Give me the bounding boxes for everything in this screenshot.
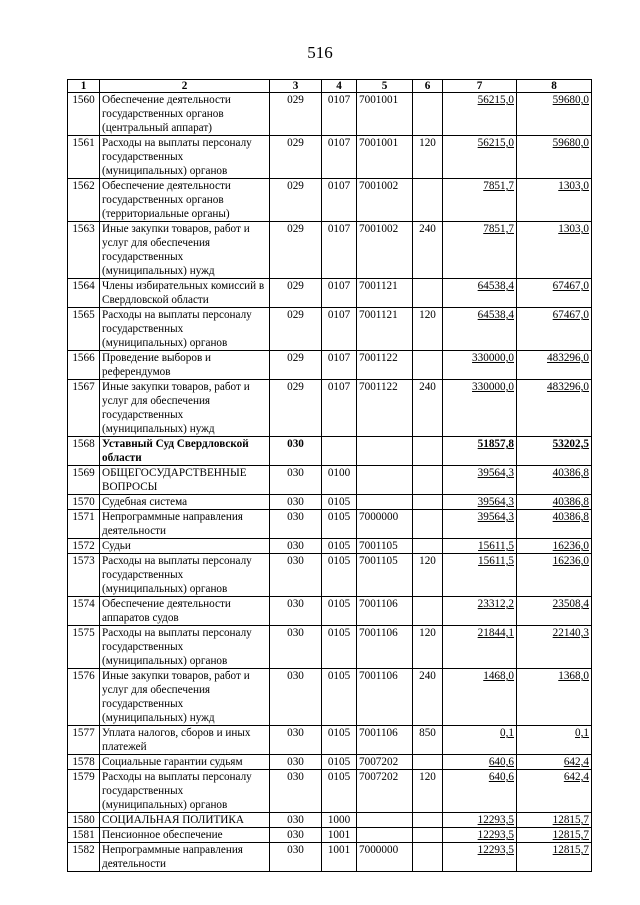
target-code-cell: 7000000 [357, 843, 413, 872]
table-row [68, 510, 592, 539]
expense-type-cell: 120 [413, 770, 443, 813]
row-number-cell: 1563 [68, 222, 100, 279]
item-name-line: Судебная система [102, 496, 188, 508]
item-name-line: Иные закупки товаров, работ и [102, 381, 250, 393]
item-name-line: деятельности [102, 858, 167, 870]
column-header: 6 [413, 80, 443, 93]
amount-year1-cell: 39564,3 [443, 510, 517, 539]
row-number-cell: 1569 [68, 466, 100, 495]
item-name-cell [100, 539, 270, 554]
item-name-line: Расходы на выплаты персоналу [102, 627, 252, 639]
amount-year1-cell: 330000,0 [443, 380, 517, 437]
target-code-cell: 7001122 [357, 351, 413, 380]
amount-year2-cell: 59680,0 [517, 93, 592, 136]
expense-type-cell [413, 843, 443, 872]
item-name-line: (муниципальных) органов [102, 655, 228, 667]
item-name-cell [100, 510, 270, 539]
item-name-line: СОЦИАЛЬНАЯ ПОЛИТИКА [102, 814, 244, 826]
item-name-cell [100, 626, 270, 669]
table-row [68, 279, 592, 308]
row-number-cell: 1574 [68, 597, 100, 626]
amount-year1-cell: 21844,1 [443, 626, 517, 669]
amount-year2-cell: 483296,0 [517, 351, 592, 380]
expense-type-cell: 240 [413, 669, 443, 726]
row-number-cell: 1577 [68, 726, 100, 755]
item-name-cell [100, 179, 270, 222]
item-name-line: государственных [102, 323, 184, 335]
item-name-line: Члены избирательных комиссий в [102, 280, 265, 292]
table-row [68, 726, 592, 755]
item-name-line: Расходы на выплаты персоналу [102, 555, 252, 567]
item-name-cell [100, 495, 270, 510]
ministry-code-cell: 030 [270, 510, 322, 539]
amount-year1-cell: 640,6 [443, 770, 517, 813]
budget-table [67, 79, 592, 872]
row-number-cell: 1576 [68, 669, 100, 726]
amount-year1-cell: 12293,5 [443, 813, 517, 828]
amount-year2-cell: 483296,0 [517, 380, 592, 437]
item-name-cell [100, 770, 270, 813]
ministry-code-cell: 029 [270, 222, 322, 279]
ministry-code-cell: 030 [270, 726, 322, 755]
row-number-cell: 1566 [68, 351, 100, 380]
item-name-line: Непрограммные направления [102, 511, 243, 523]
table-row [68, 495, 592, 510]
section-code-cell: 0107 [322, 179, 357, 222]
row-number-cell: 1575 [68, 626, 100, 669]
column-header: 2 [100, 80, 270, 93]
expense-type-cell [413, 813, 443, 828]
expense-type-cell: 120 [413, 626, 443, 669]
amount-year2-cell: 67467,0 [517, 308, 592, 351]
amount-year2-cell: 23508,4 [517, 597, 592, 626]
table-row [68, 222, 592, 279]
row-number-cell: 1562 [68, 179, 100, 222]
expense-type-cell [413, 93, 443, 136]
target-code-cell: 7001121 [357, 279, 413, 308]
row-number-cell: 1568 [68, 437, 100, 466]
amount-year1-cell: 39564,3 [443, 466, 517, 495]
expense-type-cell [413, 755, 443, 770]
item-name-line: Судьи [102, 540, 131, 552]
target-code-cell: 7001122 [357, 380, 413, 437]
row-number-cell: 1571 [68, 510, 100, 539]
expense-type-cell: 850 [413, 726, 443, 755]
ministry-code-cell: 029 [270, 308, 322, 351]
item-name-line: государственных органов [102, 108, 224, 120]
ministry-code-cell: 030 [270, 843, 322, 872]
ministry-code-cell: 030 [270, 466, 322, 495]
item-name-line: Проведение выборов и [102, 352, 212, 364]
column-header: 1 [68, 80, 100, 93]
item-name-line: государственных [102, 251, 184, 263]
target-code-cell: 7007202 [357, 755, 413, 770]
target-code-cell [357, 495, 413, 510]
item-name-cell [100, 828, 270, 843]
amount-year2-cell: 642,4 [517, 770, 592, 813]
table-body [68, 93, 592, 872]
item-name-line: Социальные гарантии судьям [102, 756, 243, 768]
expense-type-cell: 120 [413, 136, 443, 179]
item-name-line: (муниципальных) нужд [102, 423, 215, 435]
ministry-code-cell: 030 [270, 554, 322, 597]
column-header: 5 [357, 80, 413, 93]
item-name-line: (муниципальных) органов [102, 583, 228, 595]
row-number-cell: 1582 [68, 843, 100, 872]
item-name-line: Пенсионное обеспечение [102, 829, 223, 841]
section-code-cell: 0107 [322, 222, 357, 279]
amount-year1-cell: 7851,7 [443, 222, 517, 279]
item-name-line: Обеспечение деятельности [102, 598, 231, 610]
table-row [68, 843, 592, 872]
item-name-line: Уставный Суд Свердловской [102, 438, 249, 450]
row-number-cell: 1561 [68, 136, 100, 179]
item-name-line: государственных [102, 409, 184, 421]
target-code-cell [357, 828, 413, 843]
ministry-code-cell: 030 [270, 828, 322, 843]
expense-type-cell: 240 [413, 380, 443, 437]
section-code-cell: 0105 [322, 597, 357, 626]
amount-year2-cell: 40386,8 [517, 510, 592, 539]
row-number-cell: 1572 [68, 539, 100, 554]
expense-type-cell: 240 [413, 222, 443, 279]
section-code-cell: 0107 [322, 93, 357, 136]
ministry-code-cell: 029 [270, 179, 322, 222]
section-code-cell: 0105 [322, 510, 357, 539]
row-number-cell: 1560 [68, 93, 100, 136]
section-code-cell: 1000 [322, 813, 357, 828]
row-number-cell: 1573 [68, 554, 100, 597]
target-code-cell: 7001106 [357, 626, 413, 669]
item-name-line: ОБЩЕГОСУДАРСТВЕННЫЕ [102, 467, 247, 479]
section-code-cell: 0105 [322, 755, 357, 770]
target-code-cell: 7001105 [357, 539, 413, 554]
item-name-line: (муниципальных) органов [102, 165, 228, 177]
table-row [68, 539, 592, 554]
section-code-cell: 0105 [322, 726, 357, 755]
target-code-cell: 7001106 [357, 597, 413, 626]
table-row [68, 466, 592, 495]
table-row [68, 179, 592, 222]
amount-year1-cell: 0,1 [443, 726, 517, 755]
item-name-line: государственных [102, 151, 184, 163]
table-row [68, 755, 592, 770]
item-name-line: (центральный аппарат) [102, 122, 212, 134]
amount-year2-cell: 12815,7 [517, 843, 592, 872]
ministry-code-cell: 030 [270, 813, 322, 828]
column-header: 3 [270, 80, 322, 93]
table-row [68, 308, 592, 351]
section-code-cell: 0100 [322, 466, 357, 495]
table-row [68, 136, 592, 179]
amount-year1-cell: 64538,4 [443, 308, 517, 351]
item-name-line: Свердловской области [102, 294, 209, 306]
row-number-cell: 1570 [68, 495, 100, 510]
item-name-line: Расходы на выплаты персоналу [102, 309, 252, 321]
table-row [68, 813, 592, 828]
item-name-line: (территориальные органы) [102, 208, 230, 220]
item-name-line: деятельности [102, 525, 167, 537]
item-name-line: Расходы на выплаты персоналу [102, 137, 252, 149]
item-name-cell [100, 136, 270, 179]
ministry-code-cell: 029 [270, 380, 322, 437]
expense-type-cell [413, 279, 443, 308]
item-name-line: государственных [102, 569, 184, 581]
column-header: 8 [517, 80, 592, 93]
item-name-line: услуг для обеспечения [102, 684, 211, 696]
amount-year2-cell: 1368,0 [517, 669, 592, 726]
row-number-cell: 1565 [68, 308, 100, 351]
target-code-cell: 7001106 [357, 669, 413, 726]
ministry-code-cell: 030 [270, 626, 322, 669]
section-code-cell: 0107 [322, 279, 357, 308]
item-name-cell [100, 554, 270, 597]
item-name-cell [100, 380, 270, 437]
amount-year1-cell: 64538,4 [443, 279, 517, 308]
item-name-cell [100, 466, 270, 495]
amount-year2-cell: 12815,7 [517, 813, 592, 828]
target-code-cell: 7001002 [357, 179, 413, 222]
item-name-line: аппаратов судов [102, 612, 179, 624]
item-name-line: платежей [102, 741, 147, 753]
target-code-cell [357, 466, 413, 495]
table-row [68, 597, 592, 626]
row-number-cell: 1578 [68, 755, 100, 770]
item-name-line: ВОПРОСЫ [102, 481, 158, 493]
expense-type-cell: 120 [413, 554, 443, 597]
target-code-cell [357, 437, 413, 466]
amount-year2-cell: 67467,0 [517, 279, 592, 308]
item-name-line: услуг для обеспечения [102, 237, 211, 249]
table-header-row [68, 80, 592, 93]
item-name-cell [100, 93, 270, 136]
row-number-cell: 1579 [68, 770, 100, 813]
target-code-cell: 7001106 [357, 726, 413, 755]
item-name-cell [100, 279, 270, 308]
item-name-cell [100, 597, 270, 626]
expense-type-cell: 120 [413, 308, 443, 351]
target-code-cell: 7007202 [357, 770, 413, 813]
ministry-code-cell: 030 [270, 539, 322, 554]
amount-year1-cell: 12293,5 [443, 828, 517, 843]
table-row [68, 626, 592, 669]
amount-year2-cell: 1303,0 [517, 179, 592, 222]
table-row [68, 669, 592, 726]
ministry-code-cell: 029 [270, 351, 322, 380]
expense-type-cell [413, 179, 443, 222]
row-number-cell: 1567 [68, 380, 100, 437]
ministry-code-cell: 029 [270, 136, 322, 179]
item-name-line: Уплата налогов, сборов и иных [102, 727, 251, 739]
amount-year1-cell: 51857,8 [443, 437, 517, 466]
item-name-cell [100, 813, 270, 828]
item-name-line: государственных [102, 785, 184, 797]
target-code-cell: 7000000 [357, 510, 413, 539]
amount-year2-cell: 59680,0 [517, 136, 592, 179]
section-code-cell [322, 437, 357, 466]
target-code-cell: 7001001 [357, 93, 413, 136]
amount-year2-cell: 642,4 [517, 755, 592, 770]
ministry-code-cell: 030 [270, 669, 322, 726]
item-name-cell [100, 351, 270, 380]
item-name-line: государственных [102, 698, 184, 710]
amount-year1-cell: 15611,5 [443, 554, 517, 597]
amount-year2-cell: 0,1 [517, 726, 592, 755]
section-code-cell: 0107 [322, 380, 357, 437]
expense-type-cell [413, 510, 443, 539]
table-row [68, 437, 592, 466]
amount-year1-cell: 7851,7 [443, 179, 517, 222]
section-code-cell: 1001 [322, 828, 357, 843]
table-row [68, 351, 592, 380]
target-code-cell: 7001121 [357, 308, 413, 351]
item-name-cell [100, 669, 270, 726]
expense-type-cell [413, 539, 443, 554]
row-number-cell: 1564 [68, 279, 100, 308]
item-name-cell [100, 437, 270, 466]
section-code-cell: 1001 [322, 843, 357, 872]
amount-year1-cell: 56215,0 [443, 136, 517, 179]
ministry-code-cell: 029 [270, 279, 322, 308]
section-code-cell: 0105 [322, 669, 357, 726]
section-code-cell: 0107 [322, 308, 357, 351]
section-code-cell: 0105 [322, 554, 357, 597]
item-name-line: референдумов [102, 366, 171, 378]
section-code-cell: 0107 [322, 136, 357, 179]
amount-year2-cell: 1303,0 [517, 222, 592, 279]
item-name-line: области [102, 452, 142, 464]
row-number-cell: 1581 [68, 828, 100, 843]
item-name-line: Иные закупки товаров, работ и [102, 670, 250, 682]
table-row [68, 770, 592, 813]
target-code-cell: 7001002 [357, 222, 413, 279]
ministry-code-cell: 030 [270, 770, 322, 813]
amount-year1-cell: 56215,0 [443, 93, 517, 136]
table-row [68, 93, 592, 136]
amount-year2-cell: 16236,0 [517, 554, 592, 597]
item-name-line: Обеспечение деятельности [102, 94, 231, 106]
amount-year1-cell: 12293,5 [443, 843, 517, 872]
item-name-line: услуг для обеспечения [102, 395, 211, 407]
item-name-line: (муниципальных) нужд [102, 265, 215, 277]
amount-year2-cell: 53202,5 [517, 437, 592, 466]
section-code-cell: 0105 [322, 539, 357, 554]
section-code-cell: 0105 [322, 495, 357, 510]
item-name-cell [100, 222, 270, 279]
page-number: 516 [307, 43, 333, 62]
amount-year1-cell: 23312,2 [443, 597, 517, 626]
expense-type-cell [413, 351, 443, 380]
item-name-cell [100, 843, 270, 872]
amount-year1-cell: 1468,0 [443, 669, 517, 726]
item-name-cell [100, 726, 270, 755]
column-header: 4 [322, 80, 357, 93]
column-header: 7 [443, 80, 517, 93]
expense-type-cell [413, 437, 443, 466]
item-name-line: (муниципальных) нужд [102, 712, 215, 724]
amount-year2-cell: 22140,3 [517, 626, 592, 669]
amount-year1-cell: 15611,5 [443, 539, 517, 554]
row-number-cell: 1580 [68, 813, 100, 828]
item-name-cell [100, 308, 270, 351]
expense-type-cell [413, 597, 443, 626]
amount-year2-cell: 40386,8 [517, 466, 592, 495]
item-name-line: (муниципальных) органов [102, 799, 228, 811]
item-name-line: Непрограммные направления [102, 844, 243, 856]
amount-year2-cell: 12815,7 [517, 828, 592, 843]
expense-type-cell [413, 828, 443, 843]
item-name-line: государственных [102, 641, 184, 653]
ministry-code-cell: 030 [270, 755, 322, 770]
amount-year1-cell: 640,6 [443, 755, 517, 770]
item-name-line: государственных органов [102, 194, 224, 206]
ministry-code-cell: 030 [270, 597, 322, 626]
item-name-line: Иные закупки товаров, работ и [102, 223, 250, 235]
table-row [68, 828, 592, 843]
amount-year1-cell: 39564,3 [443, 495, 517, 510]
amount-year2-cell: 16236,0 [517, 539, 592, 554]
amount-year2-cell: 40386,8 [517, 495, 592, 510]
section-code-cell: 0107 [322, 351, 357, 380]
ministry-code-cell: 030 [270, 495, 322, 510]
target-code-cell [357, 813, 413, 828]
section-code-cell: 0105 [322, 626, 357, 669]
ministry-code-cell: 029 [270, 93, 322, 136]
section-code-cell: 0105 [322, 770, 357, 813]
ministry-code-cell: 030 [270, 437, 322, 466]
item-name-line: (муниципальных) органов [102, 337, 228, 349]
item-name-line: Расходы на выплаты персоналу [102, 771, 252, 783]
target-code-cell: 7001105 [357, 554, 413, 597]
expense-type-cell [413, 495, 443, 510]
expense-type-cell [413, 466, 443, 495]
item-name-line: Обеспечение деятельности [102, 180, 231, 192]
amount-year1-cell: 330000,0 [443, 351, 517, 380]
target-code-cell: 7001001 [357, 136, 413, 179]
table-row [68, 554, 592, 597]
table-row [68, 380, 592, 437]
item-name-cell [100, 755, 270, 770]
